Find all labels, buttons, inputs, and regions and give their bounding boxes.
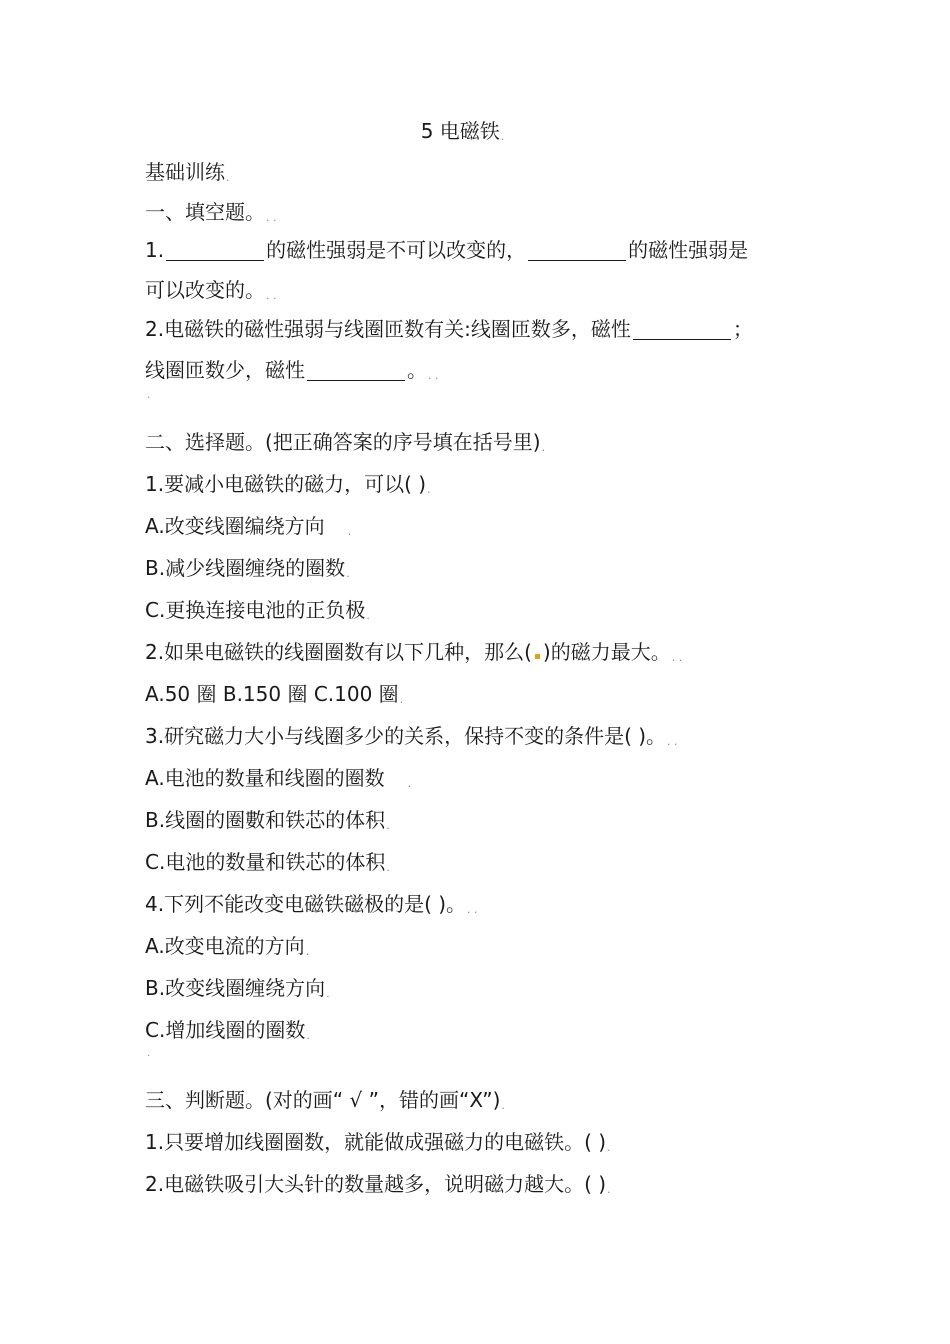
fill-question-2: 2.电磁铁的磁性强弱与线圈匝数有关:线圈匝数多，磁性 ；	[145, 317, 753, 341]
paragraph-mark: .	[147, 390, 151, 401]
section3-heading: 三、判断题。(对的画“ √ ”，错的画“X”).	[145, 1088, 505, 1112]
q1-option-a: A.改变线圈编绕方向 .	[145, 514, 352, 538]
section2-heading: 二、选择题。(把正确答案的序号填在括号里).	[145, 430, 546, 454]
answer-blank[interactable]	[166, 238, 264, 261]
q3-option-c: C.电池的数量和铁芯的体积.	[145, 850, 390, 874]
page-title: 5 电磁铁.	[420, 119, 505, 143]
q1-option-b: B.减少线圈缠绕的圈数.	[145, 556, 350, 580]
q4-option-b: B.改变线圈缠绕方向.	[145, 976, 330, 1000]
choice-question-2: 2.如果电磁铁的线圈圈数有以下几种，那么( )的磁力最大。. .	[145, 640, 683, 664]
fill-question-2-cont: 线圈匝数少，磁性 。. .	[145, 358, 439, 382]
answer-blank[interactable]	[633, 317, 731, 340]
q4-option-c: C.增加线圈的圈数.	[145, 1018, 310, 1042]
subtitle: 基础训练.	[145, 160, 230, 184]
q2-options: A.50 圈 B.150 圈 C.100 圈.	[145, 682, 404, 706]
choice-question-4: 4.下列不能改变电磁铁磁极的是( )。. .	[145, 892, 478, 916]
highlight-dot	[535, 654, 540, 659]
q4-option-a: A.改变电流的方向.	[145, 934, 310, 958]
q3-option-b: B.线圈的圈數和铁芯的体积.	[145, 808, 390, 832]
choice-question-3: 3.研究磁力大小与线圈多少的关系，保持不变的条件是( )。. .	[145, 724, 678, 748]
paragraph-mark: .	[147, 1048, 151, 1059]
judge-question-2: 2.电磁铁吸引大头针的数量越多，说明磁力越大。( ).	[145, 1172, 611, 1196]
answer-blank[interactable]	[528, 238, 626, 261]
judge-question-1: 1.只要增加线圈圈数，就能做成强磁力的电磁铁。( ).	[145, 1130, 611, 1154]
answer-blank[interactable]	[307, 358, 405, 381]
fill-question-1-cont: 可以改变的。. .	[145, 278, 277, 302]
choice-question-1: 1.要减小电磁铁的磁力，可以( ).	[145, 472, 431, 496]
q1-option-c: C.更换连接电池的正负极.	[145, 598, 370, 622]
section1-heading: 一、填空题。. .	[145, 200, 277, 224]
q3-option-a: A.电池的数量和线圈的圈数 .	[145, 766, 412, 790]
fill-question-1: 1. 的磁性强弱是不可以改变的， 的磁性强弱是	[145, 238, 749, 262]
